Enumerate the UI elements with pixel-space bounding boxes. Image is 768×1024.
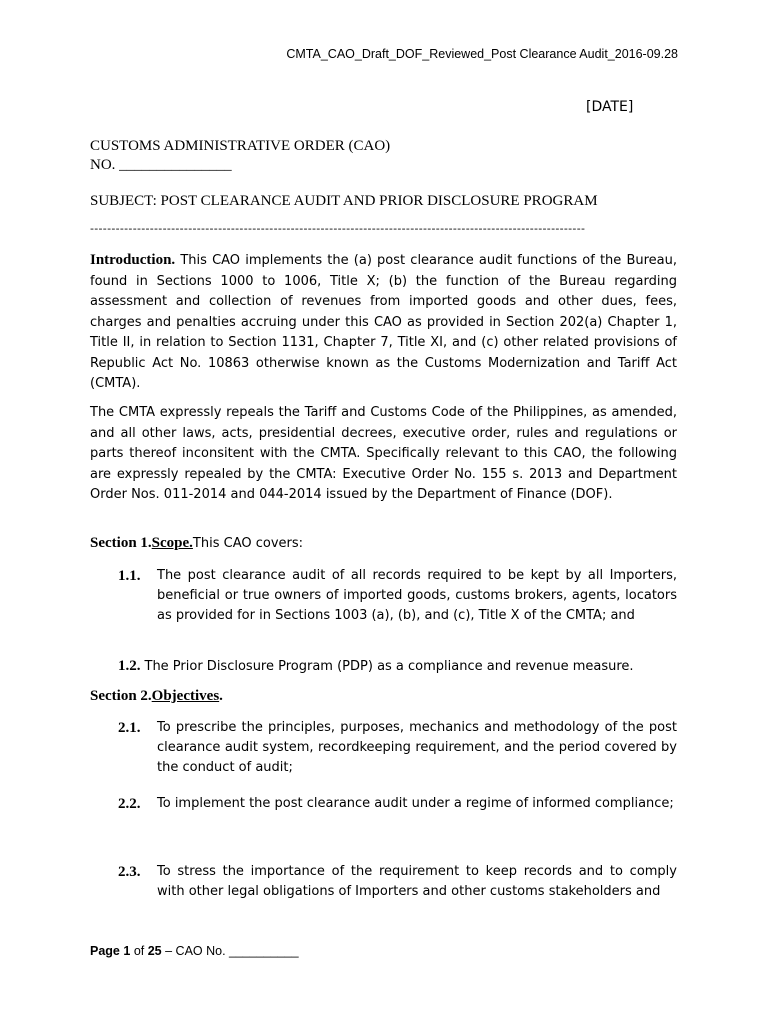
page-total: 25	[147, 944, 162, 958]
section-item-1-1: 1.1. The post clearance audit of all records required to be kept by all Importers, beneficial or true owners of imported goods, customs brokers, agents, locators as provided for in Sections 1003 (a), (b), and (c), Title X of the CMTA; and	[118, 568, 677, 623]
cao-number-line: NO. _______________	[90, 157, 232, 173]
cao-title-line1: CUSTOMS ADMINISTRATIVE ORDER (CAO)	[90, 138, 391, 154]
section-item-2-3: 2.3. To stress the importance of the requirement to keep records and to comply with other legal obligations of Importers and other customs stakeholders and	[118, 864, 677, 899]
introduction-paragraph	[90, 250, 677, 395]
subject-line: SUBJECT: POST CLEARANCE AUDIT AND PRIOR DISCLOSURE PROGRAM	[90, 193, 598, 209]
date-placeholder: [DATE]	[586, 99, 634, 115]
cao-title	[90, 137, 390, 175]
section-item-2-2: 2.2. To implement the post clearance audit under a regime of informed compliance;	[118, 796, 674, 812]
section-1-heading: Section 1.Scope.This CAO covers:	[90, 535, 304, 551]
introduction-label: Introduction.	[90, 252, 176, 268]
document-reference-header: CMTA_CAO_Draft_DOF_Reviewed_Post Clearance Audit_2016-09.28	[286, 47, 678, 61]
section-2-heading: Section 2.Objectives.	[90, 688, 223, 704]
section-item-1-2: 1.2. The Prior Disclosure Program (PDP) as a compliance and revenue measure.	[118, 658, 634, 674]
repeal-paragraph: The CMTA expressly repeals the Tariff and Customs Code of the Philippines, as amended, and all other laws, acts, presidential decrees, executive order, rules and regulations or parts thereof inconsitent with the CMTA. Specifically relevant to this CAO, the following are expressly repealed by the CMTA: Executive Order No. 155 s. 2013 and Department Order Nos. 011-2014 and 044-2014 issued by the Department of Finance (DOF).	[90, 405, 677, 502]
page-footer: Page 1 of 25 – CAO No. __________	[90, 944, 299, 958]
introduction-text: This CAO implements the (a) post clearance audit functions of the Bureau, found in Sections 1000 to 1006, Title X; (b) the function of the Bureau regarding assessment and collection of revenues from imported goods and other dues, fees, charges and penalties accruing under this CAO as provided in Section 202(a) Chapter 1, Title II, in relation to Section 1131, Chapter 7, Title XI, and (c) other related provisions of Republic Act No. 10863 otherwise known as the Customs Modernization and Tariff Act (CMTA).	[90, 253, 677, 391]
divider-line: --------------------------------------------------------------------------------------------------------------------	[90, 222, 586, 235]
page-number: 1	[123, 944, 131, 958]
section-item-2-1: 2.1. To prescribe the principles, purposes, mechanics and methodology of the post clearance audit system, recordkeeping requirement, and the period covered by the conduct of audit;	[118, 720, 677, 775]
